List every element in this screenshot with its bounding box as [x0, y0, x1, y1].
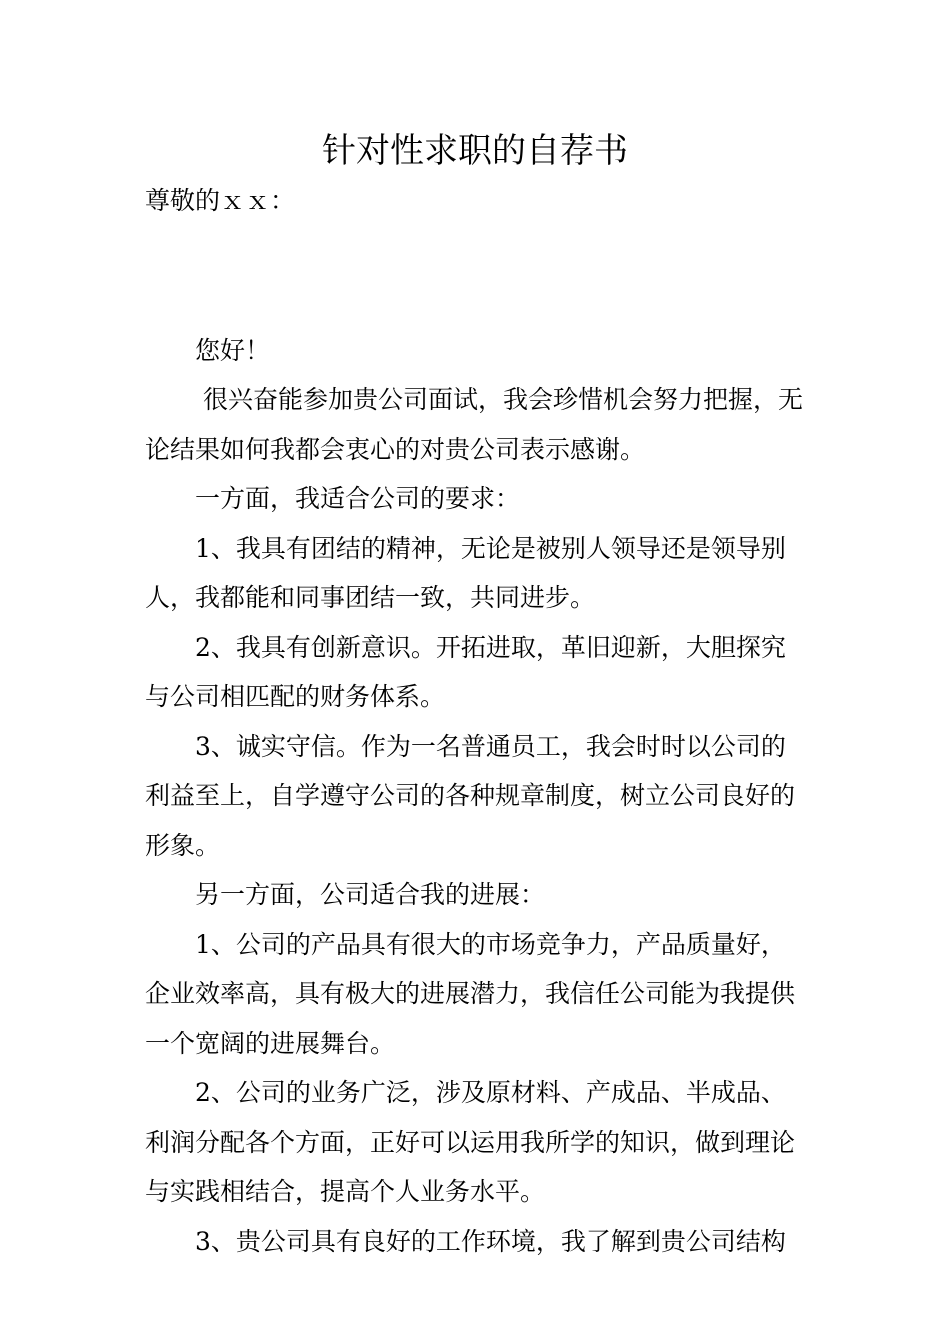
- document-title: 针对性求职的自荐书: [322, 131, 628, 171]
- paragraph-item: 3、诚实守信。作为一名普通员工，我会时时以公司的利益至上，自学遵守公司的各种规章制度，树立公司良好的形象。: [145, 731, 796, 860]
- paragraph-intro: 很兴奋能参加贵公司面试，我会珍惜机会努力把握，无论结果如何我都会衷心的对贵公司表示感谢。: [145, 385, 804, 464]
- paragraph-item: 2、我具有创新意识。开拓进取，革旧迎新，大胆探究与公司相匹配的财务体系。: [145, 632, 786, 711]
- paragraph-item: 3、贵公司具有良好的工作环境，我了解到贵公司结构: [195, 1226, 786, 1256]
- letter-body: [145, 176, 809, 1266]
- paragraph-item: 1、公司的产品具有很大的市场竞争力，产品质量好，企业效率高，具有极大的进展潜力，我信任公司能为我提供一个宽阔的进展舞台。: [145, 929, 796, 1058]
- paragraph-item: 2、公司的业务广泛，涉及原材料、产成品、半成品、利润分配各个方面，正好可以运用我所学的知识，做到理论与实践相结合，提高个人业务水平。: [145, 1078, 796, 1206]
- paragraph-heading-personal-fit: 另一方面，公司适合我的进展：: [195, 880, 546, 909]
- greeting: 您好！: [195, 335, 271, 365]
- salutation: 尊敬的ｘｘ：: [145, 186, 296, 215]
- paragraph-item: 1、我具有团结的精神，无论是被别人领导还是领导别人，我都能和同事团结一致，共同进步。: [145, 533, 786, 612]
- paragraph-heading-company-fit: 一方面，我适合公司的要求：: [195, 484, 521, 513]
